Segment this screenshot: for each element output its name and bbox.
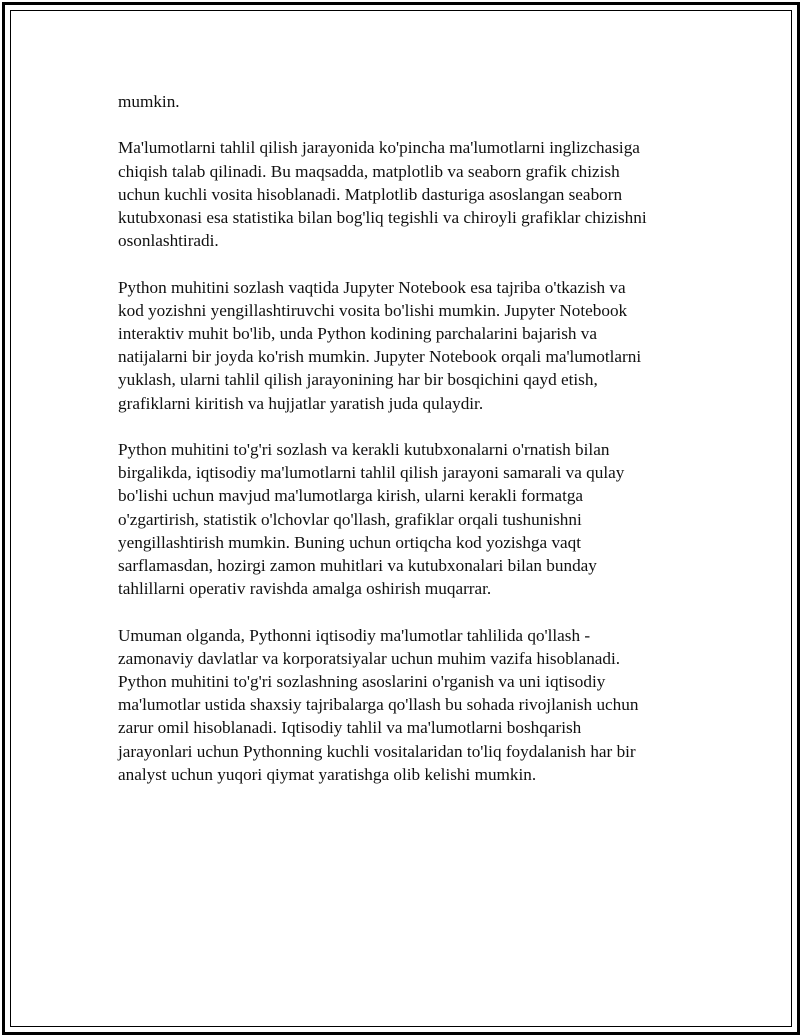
paragraph-4	[118, 438, 698, 600]
text-line: osonlashtiradi.	[118, 231, 219, 251]
text-line: Umuman olganda, Pythonni iqtisodiy ma'lumotlar tahlilida qo'llash -	[118, 625, 591, 645]
text-line: Ma'lumotlarni tahlil qilish jarayonida ko'pincha ma'lumotlarni inglizchasiga	[118, 138, 640, 158]
text-line: ma'lumotlar ustida shaxsiy tajribalarga qo'llash bu sohada rivojlanish uchun	[118, 695, 639, 715]
paragraph-1	[118, 90, 698, 113]
text-line: mumkin.	[118, 92, 180, 111]
text-line: grafiklarni kiritish va hujjatlar yaratish juda qulaydir.	[118, 393, 484, 413]
text-line: birgalikda, iqtisodiy ma'lumotlarni tahlil qilish jarayoni samarali va qulay	[118, 463, 625, 483]
text-line: kod yozishni yengillashtiruvchi vosita bo'lishi mumkin. Jupyter Notebook	[118, 300, 628, 320]
text-line: Python muhitini to'g'ri sozlashning asoslarini o'rganish va uni iqtisodiy	[118, 672, 606, 692]
text-line: yengillashtirish mumkin. Buning uchun ortiqcha kod yozishga vaqt	[118, 532, 582, 552]
text-line: interaktiv muhit bo'lib, unda Python kodining parchalarini bajarish va	[118, 324, 598, 343]
document-body	[118, 90, 698, 809]
text-line: kutubxonasi esa statistika bilan bog'liq tegishli va chiroyli grafiklar chizishni	[118, 208, 647, 227]
text-line: zamonaviy davlatlar va korporatsiyalar uchun muhim vazifa hisoblanadi.	[118, 648, 621, 668]
text-line: o'zgartirish, statistik o'lchovlar qo'llash, grafiklar orqali tushunishni	[118, 509, 582, 529]
text-line: jarayonlari uchun Pythonning kuchli vositalaridan to'liq foydalanish har bir	[118, 741, 636, 761]
text-line: bo'lishi uchun mavjud ma'lumotlarga kirish, ularni kerakli formatga	[118, 486, 584, 506]
text-line: chiqish talab qilinadi. Bu maqsadda, matplotlib va seaborn grafik chizish	[118, 161, 620, 181]
paragraph-2	[118, 136, 698, 252]
text-line: Python muhitini sozlash vaqtida Jupyter Notebook esa tajriba o'tkazish va	[118, 277, 626, 297]
text-line: tahlillarni operativ ravishda amalga oshirish muqarrar.	[118, 579, 492, 599]
paragraph-5	[118, 624, 698, 786]
text-line: yuklash, ularni tahlil qilish jarayonining har bir bosqichini qayd etish,	[118, 370, 598, 390]
text-line: uchun kuchli vosita hisoblanadi. Matplotlib dasturiga asoslangan seaborn	[118, 184, 623, 204]
paragraph-3	[118, 276, 698, 415]
text-line: analyst uchun yuqori qiymat yaratishga olib kelishi mumkin.	[118, 764, 537, 784]
text-line: sarflamasdan, hozirgi zamon muhitlari va kutubxonalari bilan bunday	[118, 556, 597, 576]
text-line: zarur omil hisoblanadi. Iqtisodiy tahlil va ma'lumotlarni boshqarish	[118, 718, 582, 738]
text-line: natijalarni bir joyda ko'rish mumkin. Jupyter Notebook orqali ma'lumotlarni	[118, 347, 642, 367]
text-line: Python muhitini to'g'ri sozlash va kerakli kutubxonalarni o'rnatish bilan	[118, 440, 610, 459]
